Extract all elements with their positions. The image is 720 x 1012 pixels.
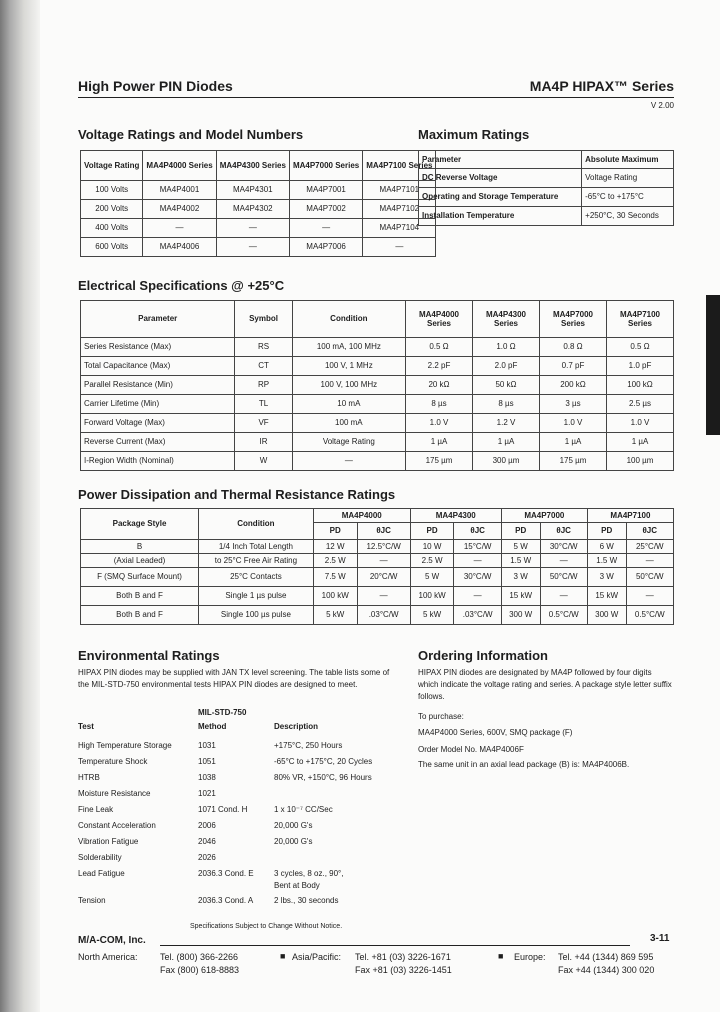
table-row: HTRB 1038 80% VR, +150°C, 96 Hours	[78, 773, 372, 782]
table-row: Parallel Resistance (Min) RP 100 V, 100 MHz 20 kΩ 50 kΩ 200 kΩ 100 kΩ	[81, 376, 674, 395]
bullet-icon: ■	[280, 951, 286, 961]
maxratings-header: Absolute Maximum	[582, 151, 674, 169]
footer-na-fax: Fax (800) 618-8883	[160, 965, 240, 975]
table-row: (Axial Leaded) to 25°C Free Air Rating 2.5 W — 2.5 W — 1.5 W — 1.5 W —	[81, 554, 674, 568]
env-intro: HIPAX PIN diodes may be supplied with JAN TX level screening. The table lists some of the MIL-STD-750 environmental tests HIPAX PIN diodes are designed to meet.	[78, 668, 390, 689]
header-series: MA4P HIPAX™ Series	[529, 78, 674, 94]
table-row: Temperature Shock 1051 -65°C to +175°C, 20 Cycles	[78, 757, 373, 766]
header-rule	[78, 97, 674, 98]
maxratings-header: Parameter	[419, 151, 582, 169]
footer-eu-fax: Fax +44 (1344) 300 020	[558, 965, 655, 975]
table-row: Reverse Current (Max) IR Voltage Rating 1 µA 1 µA 1 µA 1 µA	[81, 433, 674, 452]
table-row: Both B and F Single 100 µs pulse 5 kW .03°C/W 5 kW .03°C/W 300 W 0.5°C/W 300 W 0.5°C/W	[81, 606, 674, 625]
section-tab-marker	[706, 295, 720, 435]
ordering-p1: HIPAX PIN diodes are designated by MA4P followed by four digits which indicate the voltage rating and series. A package style letter suffix follows.	[418, 668, 672, 701]
ordering-p5: The same unit in an axial lead package (B) is: MA4P4006B.	[418, 760, 630, 769]
table-row: DC Reverse Voltage Voltage Rating	[419, 169, 674, 188]
table-row: Constant Acceleration 2006 20,000 G's	[78, 821, 313, 830]
elec-section-title: Electrical Specifications @ +25°C	[78, 278, 285, 293]
table-row: Carrier Lifetime (Min) TL 10 mA 8 µs 8 µs 3 µs 2.5 µs	[81, 395, 674, 414]
table-row: Bent at Body	[274, 881, 320, 890]
voltage-header: Voltage Rating	[81, 151, 143, 181]
footer-company: M/A-COM, Inc.	[78, 935, 146, 946]
page-number: 3-11	[650, 933, 670, 944]
footer-na-tel: Tel. (800) 366-2266	[160, 952, 239, 962]
table-row: Operating and Storage Temperature -65°C to +175°C	[419, 188, 674, 207]
table-row: B 1/4 Inch Total Length 12 W 12.5°C/W 10 W 15°C/W 5 W 30°C/W 6 W 25°C/W	[81, 540, 674, 554]
power-table: Package Style Condition MA4P4000 MA4P4300 MA4P7000 MA4P7100 PD θJC PD θJC PD θJC PD θJC B 1/4 Inch Total Length 12 W 12.5°C/W 10 W 15°C/W 5 W 30°C/W 6 W 25°C/W (Axial Leaded) to 25°C Free Air Rating 2.5 W — 2.5 W — 1.5 W — 1.5 W — F (SMQ Surface Mount) 25°C Contacts 7.5 W 20°C/W 5 W 30°C/W 3 W 50°C/W 3 W 50°C/W Both B and F Single 1 µs pulse 100 kW — 100 kW — 15 kW — 15 kW — Both B and F Single 100 µs pulse 5 kW .03°C/W 5 kW .03°C/W 300 W 0.5°C/W 300 W 0.5°C/W	[80, 508, 674, 625]
env-section-title: Environmental Ratings	[78, 648, 220, 663]
table-row: High Temperature Storage 1031 +175°C, 250 Hours	[78, 741, 343, 750]
table-row: Tension 2036.3 Cond. A 2 lbs., 30 seconds	[78, 896, 339, 905]
power-section-title: Power Dissipation and Thermal Resistance Ratings	[78, 487, 396, 502]
table-row: Total Capacitance (Max) CT 100 V, 1 MHz 2.2 pF 2.0 pF 0.7 pF 1.0 pF	[81, 357, 674, 376]
ordering-section-title: Ordering Information	[418, 648, 548, 663]
elec-table: Parameter Symbol Condition MA4P4000 Series MA4P4300 Series MA4P7000 Series MA4P7100 Series Series Resistance (Max) RS 100 mA, 100 MHz 0.5 Ω 1.0 Ω 0.8 Ω 0.5 Ω Total Capacitance (Max) CT 100 V, 1 MHz 2.2 pF 2.0 pF 0.7 pF 1.0 pF Parallel Resistance (Min) RP 100 V, 100 MHz 20 kΩ 50 kΩ 200 kΩ 100 kΩ Carrier Lifetime (Min) TL 10 mA 8 µs 8 µs 3 µs 2.5 µs Forward Voltage (Max) VF 100 mA 1.0 V 1.2 V 1.0 V 1.0 V Reverse Current (Max) IR Voltage Rating 1 µA 1 µA 1 µA 1 µA I-Region Width (Nominal) W — 175 µm 300 µm 175 µm 100 µm	[80, 300, 674, 471]
table-row: Vibration Fatigue 2046 20,000 G's	[78, 837, 313, 846]
table-row: 200 Volts MA4P4002 MA4P4302 MA4P7002 MA4P7102	[81, 200, 436, 219]
footer-ap-label: Asia/Pacific:	[292, 952, 342, 962]
table-row: Moisture Resistance 1021	[78, 789, 216, 798]
table-row: Fine Leak 1071 Cond. H 1 x 10⁻⁷ CC/Sec	[78, 805, 333, 814]
bullet-icon: ■	[498, 951, 504, 961]
ordering-p3: MA4P4000 Series, 600V, SMQ package (F)	[418, 728, 573, 737]
table-row: Both B and F Single 1 µs pulse 100 kW — 100 kW — 15 kW — 15 kW —	[81, 587, 674, 606]
table-row: Installation Temperature +250°C, 30 Seconds	[419, 207, 674, 226]
voltage-header: MA4P7000 Series	[289, 151, 362, 181]
voltage-table	[80, 150, 436, 257]
version-label: V 2.00	[650, 101, 674, 110]
table-row: Forward Voltage (Max) VF 100 mA 1.0 V 1.2 V 1.0 V 1.0 V	[81, 414, 674, 433]
header-title: High Power PIN Diodes	[78, 78, 233, 94]
maxratings-table	[418, 150, 674, 226]
page-binding-shadow	[0, 0, 40, 1012]
table-row: 600 Volts MA4P4006 — MA4P7006 —	[81, 238, 436, 257]
footer-notice: Specifications Subject to Change Without Notice.	[190, 923, 343, 930]
footer-ap-fax: Fax +81 (03) 3226-1451	[355, 965, 452, 975]
ordering-p2: To purchase:	[418, 712, 464, 721]
table-row: Solderability 2026	[78, 853, 216, 862]
table-row: I-Region Width (Nominal) W — 175 µm 300 µm 175 µm 100 µm	[81, 452, 674, 471]
footer-eu-tel: Tel. +44 (1344) 869 595	[558, 952, 654, 962]
voltage-header: MA4P4300 Series	[216, 151, 289, 181]
footer-rule	[160, 945, 630, 946]
voltage-header: MA4P4000 Series	[143, 151, 216, 181]
footer-na-label: North America:	[78, 952, 138, 962]
table-row: Lead Fatigue 2036.3 Cond. E 3 cycles, 8 oz., 90°,	[78, 869, 344, 878]
table-row: F (SMQ Surface Mount) 25°C Contacts 7.5 W 20°C/W 5 W 30°C/W 3 W 50°C/W 3 W 50°C/W	[81, 568, 674, 587]
voltage-header: MA4P7100 Series	[363, 151, 436, 181]
table-row: Series Resistance (Max) RS 100 mA, 100 MHz 0.5 Ω 1.0 Ω 0.8 Ω 0.5 Ω	[81, 338, 674, 357]
table-row: 100 Volts MA4P4001 MA4P4301 MA4P7001 MA4P7101	[81, 181, 436, 200]
ordering-p4: Order Model No. MA4P4006F	[418, 745, 524, 754]
table-row: 400 Volts — — — MA4P7104	[81, 219, 436, 238]
footer-eu-label: Europe:	[514, 952, 546, 962]
maxratings-section-title: Maximum Ratings	[418, 127, 530, 142]
voltage-section-title: Voltage Ratings and Model Numbers	[78, 127, 304, 142]
footer-ap-tel: Tel. +81 (03) 3226-1671	[355, 952, 451, 962]
